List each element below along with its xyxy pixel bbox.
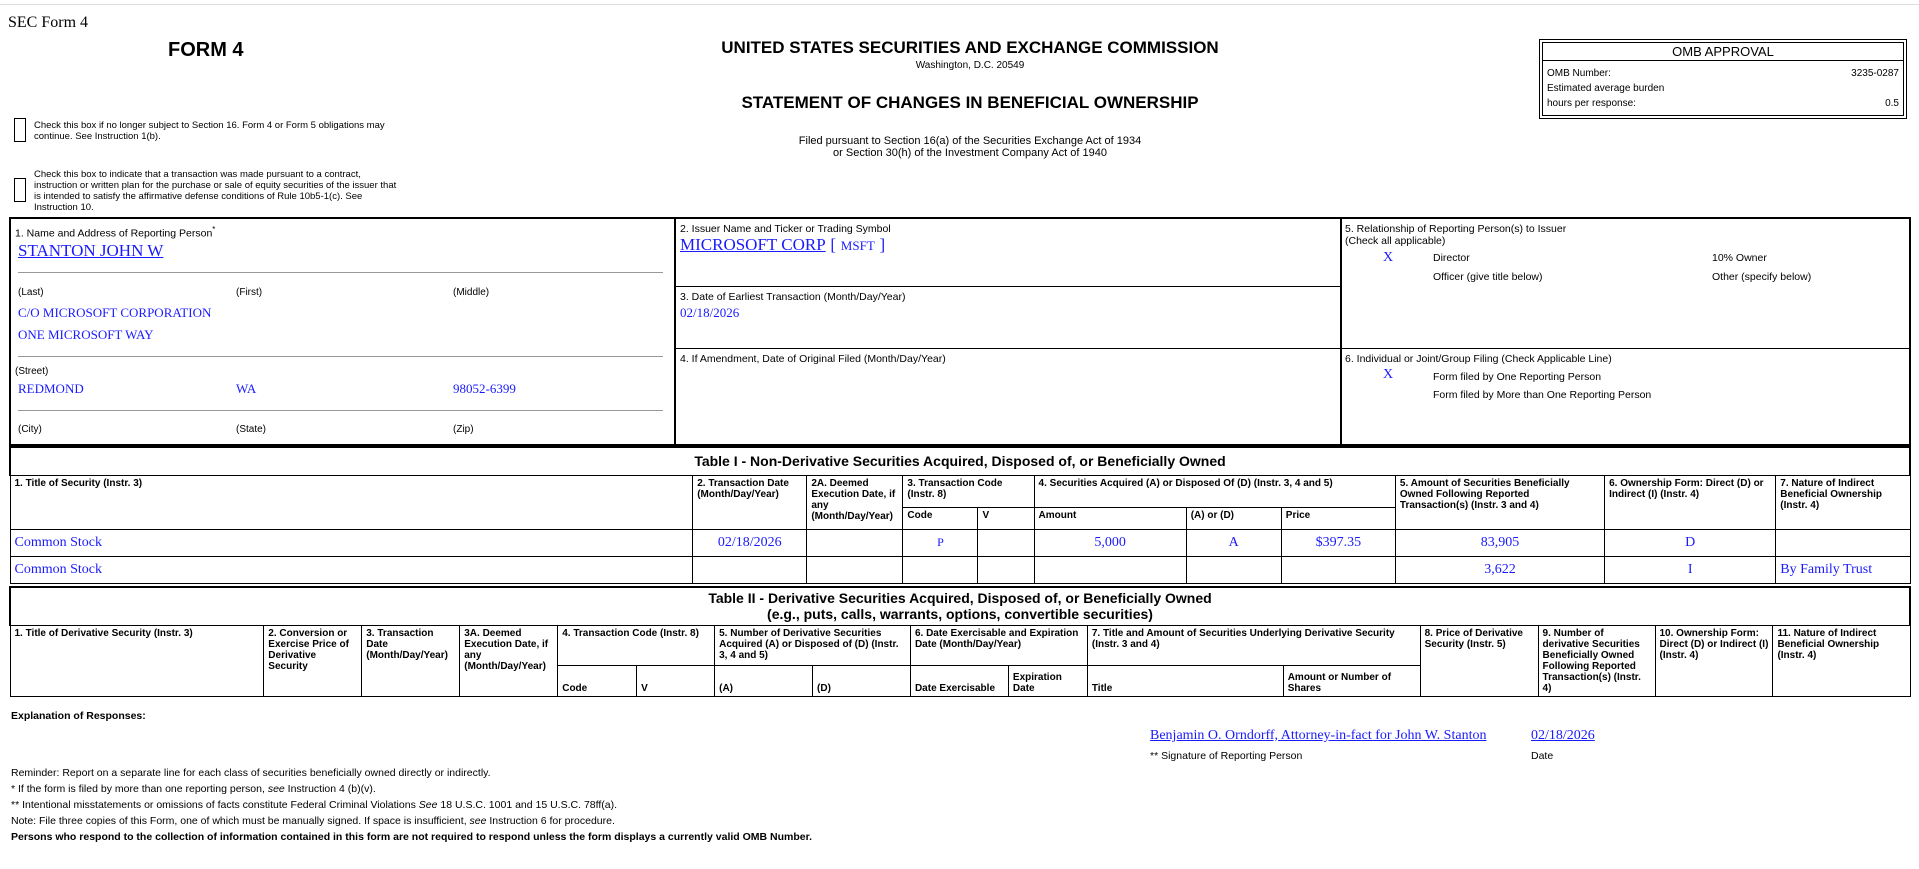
t2-h-v-sub: V (637, 666, 715, 696)
address-line-1: C/O MICROSOFT CORPORATION (18, 305, 212, 320)
omb-burden-label: Estimated average burden (1547, 83, 1665, 94)
t1-h-aord-sub: (A) or (D) (1186, 507, 1281, 529)
signature-date-link[interactable]: 02/18/2026 (1531, 728, 1595, 743)
rule10b51-text: Check this box to indicate that a transaction was made pursuant to a contract, instruction or written plan for the purchase or sale of equity securities of the issuer that is intended to satisfy the affirmative defense conditions of Rule 10b5-1(c). See Instruction 10. (34, 169, 397, 213)
section16-text: Check this box if no longer subject to Section 16. Form 4 or Form 5 obligations may continue. See Instruction 1(b). (34, 120, 385, 142)
box2-label: 2. Issuer Name and Ticker or Trading Symbol (680, 223, 891, 235)
t1-r0-code: P (903, 529, 978, 556)
t1-r0-owned: 83,905 (1395, 529, 1604, 556)
statement-title: STATEMENT OF CHANGES IN BENEFICIAL OWNERSHIP (741, 93, 1199, 112)
omb-number-value: 3235-0287 (1851, 68, 1899, 79)
t1-h-v-sub: V (978, 507, 1034, 529)
t1-r1-owned: 3,622 (1395, 556, 1604, 583)
t2-h-title-sub: Title (1087, 666, 1283, 696)
rule10b51-checkbox[interactable] (14, 178, 26, 202)
t1-r1-nature: By Family Trust (1776, 556, 1910, 583)
t1-h-price-sub: Price (1281, 507, 1395, 529)
earliest-transaction-date: 02/18/2026 (680, 305, 740, 320)
box1-name-underline (18, 272, 663, 273)
t2-h-owned: 9. Number of derivative Securities Beneficially Owned Following Reported Transaction(s) (Instr. 4) (1538, 625, 1655, 696)
t2-h-form: 10. Ownership Form: Direct (D) or Indirect (I) (Instr. 4) (1655, 625, 1773, 696)
omb-hours-label: hours per response: (1547, 98, 1636, 109)
table-row (10, 529, 1910, 556)
first-label: (First) (236, 287, 263, 298)
table2-title: Table II - Derivative Securities Acquired, Disposed of, or Beneficially Owned (708, 590, 1212, 607)
city-label: (City) (18, 424, 42, 435)
t1-r1-aord (1186, 556, 1281, 583)
t2-h-d-sub: (D) (813, 666, 911, 696)
box4-label: 4. If Amendment, Date of Original Filed (Month/Day/Year) (680, 353, 946, 365)
divider-v2 (1340, 217, 1342, 446)
note2-c: 18 U.S.C. 1001 and 15 U.S.C. 78ff(a). (440, 799, 618, 811)
officer-label: Officer (give title below) (1433, 271, 1543, 283)
t1-r0-title: Common Stock (10, 529, 693, 556)
t1-r0-aord: A (1186, 529, 1281, 556)
issuer-row (680, 235, 885, 255)
box1-city-underline (18, 410, 663, 411)
owner10-label: 10% Owner (1712, 252, 1767, 264)
more-person-label: Form filed by More than One Reporting Person (1433, 389, 1652, 401)
zip-label: (Zip) (453, 424, 474, 435)
t1-h-form: 6. Ownership Form: Direct (D) or Indirect (I) (Instr. 4) (1605, 475, 1776, 529)
t2-h-code: 4. Transaction Code (Instr. 8) (558, 625, 715, 666)
table-row (10, 556, 1910, 583)
director-check[interactable]: X (1383, 250, 1394, 265)
t2-h-exercisable-sub: Date Exercisable (910, 666, 1008, 696)
note1-b: see (267, 783, 285, 795)
reporting-info-section (9, 217, 1911, 446)
state-label: (State) (236, 424, 267, 435)
persons-respond-notice: Persons who respond to the collection of information contained in this form are not required to respond unless the form displays a currently valid OMB Number. (11, 831, 813, 843)
t1-h-owned: 5. Amount of Securities Beneficially Owned Following Reported Transaction(s) (Instr. 3 and 4) (1395, 475, 1604, 529)
note2-a: ** Intentional misstatements or omissions of facts constitute Federal Criminal Violations (11, 799, 416, 811)
divider-h-mid2 (675, 348, 1341, 349)
section16-checkbox[interactable] (14, 118, 26, 142)
filed-pursuant-2: or Section 30(h) of the Investment Company Act of 1940 (833, 147, 1107, 159)
t1-h-code-sub: Code (903, 507, 978, 529)
t2-h-title: 1. Title of Derivative Security (Instr. 3) (10, 625, 264, 696)
agency-title: UNITED STATES SECURITIES AND EXCHANGE COMMISSION (721, 38, 1219, 57)
divider-h-mid1 (675, 286, 1341, 287)
t2-h-shares-sub: Amount or Number of Shares (1283, 666, 1420, 696)
t2-h-nature: 11. Nature of Indirect Beneficial Ownership (Instr. 4) (1773, 625, 1910, 696)
zip-value: 98052-6399 (453, 381, 516, 396)
t2-h-conversion: 2. Conversion or Exercise Price of Derivative Security (264, 625, 362, 696)
agency-location: Washington, D.C. 20549 (915, 60, 1025, 71)
table2-title-cell (10, 587, 1910, 625)
t1-h-date: 2. Transaction Date (Month/Day/Year) (693, 475, 807, 529)
t1-r1-date (693, 556, 807, 583)
omb-burden-row (1543, 83, 1903, 98)
reporting-person-link[interactable]: STANTON JOHN W (18, 241, 164, 260)
omb-hours-value: 0.5 (1885, 98, 1899, 109)
t2-h-price: 8. Price of Derivative Security (Instr. 5) (1420, 625, 1538, 696)
table1 (9, 446, 1911, 584)
t1-r1-amount (1034, 556, 1186, 583)
t1-r0-deemed (807, 529, 903, 556)
note-file-copies (11, 815, 615, 827)
note3-a: Note: File three copies of this Form, one of which must be manually signed. If space is insufficient, (11, 815, 467, 827)
t1-h-title: 1. Title of Security (Instr. 3) (10, 475, 693, 529)
ticker-close-bracket: ] (879, 235, 886, 254)
t2-h-number: 5. Number of Derivative Securities Acquired (A) or Disposed of (D) (Instr. 3, 4 and 5) (715, 625, 911, 666)
t2-h-deemed: 3A. Deemed Execution Date, if any (Month/Day/Year) (460, 625, 558, 696)
other-label: Other (specify below) (1712, 271, 1812, 283)
form-title: FORM 4 (168, 39, 244, 61)
state-value: WA (236, 381, 257, 396)
address-line-2: ONE MICROSOFT WAY (18, 327, 154, 342)
box1-address-underline (18, 356, 663, 357)
divider-v1 (674, 217, 676, 446)
t1-r0-form: D (1605, 529, 1776, 556)
box3-label: 3. Date of Earliest Transaction (Month/Day/Year) (680, 291, 906, 303)
t2-h-date: 3. Transaction Date (Month/Day/Year) (362, 625, 460, 696)
top-divider (0, 4, 1919, 5)
box1-star: * (212, 225, 216, 234)
t1-r0-date: 02/18/2026 (693, 529, 807, 556)
t2-h-code-sub: Code (558, 666, 637, 696)
issuer-link[interactable]: MICROSOFT CORP (680, 235, 826, 254)
signature-link[interactable]: Benjamin O. Orndorff, Attorney-in-fact for John W. Stanton (1150, 728, 1487, 743)
street-label: (Street) (15, 366, 49, 377)
note3-c: Instruction 6 for procedure. (489, 815, 615, 827)
director-label: Director (1433, 252, 1470, 264)
omb-title: OMB APPROVAL (1543, 43, 1903, 61)
t1-h-code: 3. Transaction Code (Instr. 8) (903, 475, 1034, 507)
omb-number-label: OMB Number: (1547, 68, 1611, 79)
box5-sub: (Check all applicable) (1345, 235, 1446, 247)
table2 (9, 586, 1911, 697)
t1-h-nature: 7. Nature of Indirect Beneficial Ownership (Instr. 4) (1776, 475, 1910, 529)
omb-inner-box (1542, 42, 1904, 116)
t1-h-amount-sub: Amount (1034, 507, 1186, 529)
t2-h-underlying: 7. Title and Amount of Securities Underlying Derivative Security (Instr. 3 and 4) (1087, 625, 1420, 666)
t1-h-acquired: 4. Securities Acquired (A) or Disposed Of (D) (Instr. 3, 4 and 5) (1034, 475, 1395, 507)
t1-r1-price (1281, 556, 1395, 583)
note-multiple-persons (11, 783, 376, 795)
note1-c: Instruction 4 (b)(v). (287, 783, 376, 795)
one-person-check[interactable]: X (1383, 367, 1394, 382)
city-value: REDMOND (18, 381, 84, 396)
note2-b: See (418, 799, 438, 811)
box5-label: 5. Relationship of Reporting Person(s) to Issuer (1345, 223, 1567, 235)
t1-r0-v (978, 529, 1034, 556)
box1-label (15, 225, 215, 240)
omb-approval-box (1539, 39, 1907, 119)
t2-h-expiration-sub: Expiration Date (1008, 666, 1087, 696)
omb-number-row (1543, 68, 1903, 83)
ticker-link[interactable]: MSFT (840, 238, 875, 253)
explanation-label: Explanation of Responses: (11, 710, 146, 722)
t1-r1-form: I (1605, 556, 1776, 583)
t1-r1-v (978, 556, 1034, 583)
box1-label-text: 1. Name and Address of Reporting Person (15, 227, 213, 240)
t1-r1-deemed (807, 556, 903, 583)
last-label: (Last) (18, 287, 44, 298)
box6-label: 6. Individual or Joint/Group Filing (Check Applicable Line) (1345, 353, 1612, 365)
reminder-text: Reminder: Report on a separate line for each class of securities beneficially owned directly or indirectly. (11, 767, 491, 779)
table1-title: Table I - Non-Derivative Securities Acquired, Disposed of, or Beneficially Owned (10, 447, 1910, 475)
date-label: Date (1531, 750, 1554, 762)
ticker-open-bracket: [ (830, 235, 837, 254)
t1-r1-code (903, 556, 978, 583)
one-person-label: Form filed by One Reporting Person (1433, 371, 1602, 383)
note3-b: see (469, 815, 487, 827)
filed-pursuant-1: Filed pursuant to Section 16(a) of the Securities Exchange Act of 1934 (798, 135, 1142, 147)
t2-h-a-sub: (A) (715, 666, 813, 696)
t1-r0-nature (1776, 529, 1910, 556)
middle-label: (Middle) (453, 287, 490, 298)
t2-h-exercisable: 6. Date Exercisable and Expiration Date (Month/Day/Year) (910, 625, 1087, 666)
signature-label: ** Signature of Reporting Person (1150, 750, 1303, 762)
table2-subtitle: (e.g., puts, calls, warrants, options, convertible securities) (767, 606, 1153, 623)
t1-r0-price: $397.35 (1281, 529, 1395, 556)
sec-form-label: SEC Form 4 (8, 14, 89, 31)
note1-a: * If the form is filed by more than one reporting person, (11, 783, 265, 795)
t1-r0-amount: 5,000 (1034, 529, 1186, 556)
note-misstatements (11, 799, 617, 811)
t1-r1-title: Common Stock (10, 556, 693, 583)
t1-h-deemed: 2A. Deemed Execution Date, if any (Month/Day/Year) (807, 475, 903, 529)
omb-hours-row (1543, 98, 1903, 113)
divider-h-right (1341, 348, 1911, 349)
